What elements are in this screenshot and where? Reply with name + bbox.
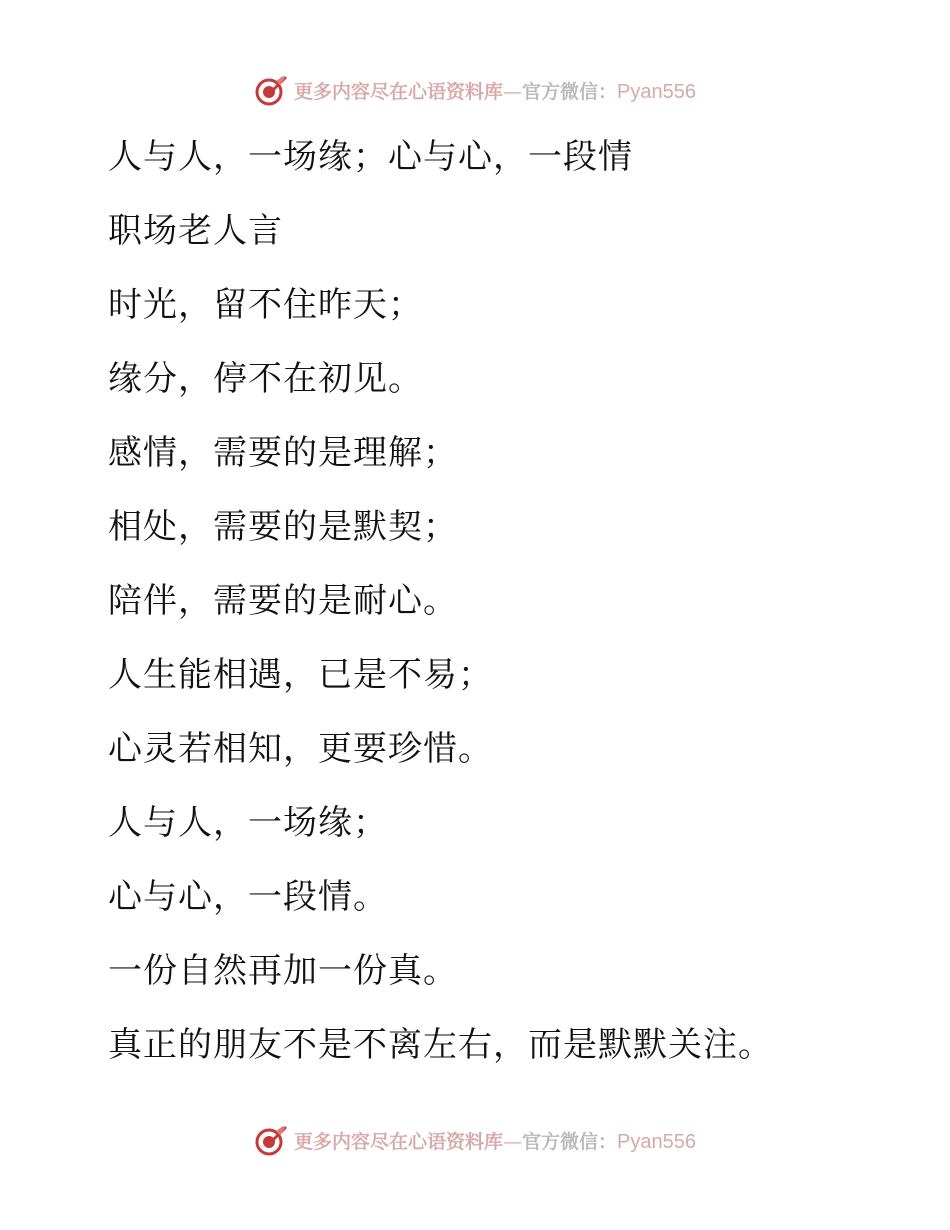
footer-dash: — [503,1130,523,1153]
document-body [108,120,888,1082]
text-line: 时光，留不住昨天； [108,285,423,325]
text-line-title: 人与人，一场缘；心与心，一段情 [108,137,633,177]
text-line: 缘分，停不在初见。 [108,359,423,399]
footer-brand: 更多内容尽在心语资料库 [294,1130,504,1153]
text-line: 陪伴，需要的是耐心。 [108,581,458,621]
footer-wechat-label: 官方微信： [522,1130,618,1153]
header-dash: — [503,80,523,103]
text-line: 相处，需要的是默契； [108,507,458,547]
text-line: 心灵若相知，更要珍惜。 [108,729,493,769]
text-line: 人与人，一场缘； [108,803,388,843]
quill-logo-icon [254,73,288,107]
text-line-subtitle: 职场老人言 [108,211,283,251]
footer-banner [0,1120,950,1160]
header-banner [0,70,950,110]
footer-wechat-id: Pyan556 [617,1130,696,1153]
footer-banner-text [294,1127,696,1154]
header-wechat-id: Pyan556 [617,80,696,103]
text-line: 感情，需要的是理解； [108,433,458,473]
header-brand: 更多内容尽在心语资料库 [294,80,504,103]
text-line: 一份自然再加一份真。 [108,951,458,991]
text-line: 真正的朋友不是不离左右，而是默默关注。 [108,1025,773,1065]
text-line: 人生能相遇，已是不易； [108,655,493,695]
header-wechat-label: 官方微信： [522,80,618,103]
quill-logo-icon [254,1123,288,1157]
text-line: 心与心，一段情。 [108,877,388,917]
header-banner-text [294,77,696,104]
